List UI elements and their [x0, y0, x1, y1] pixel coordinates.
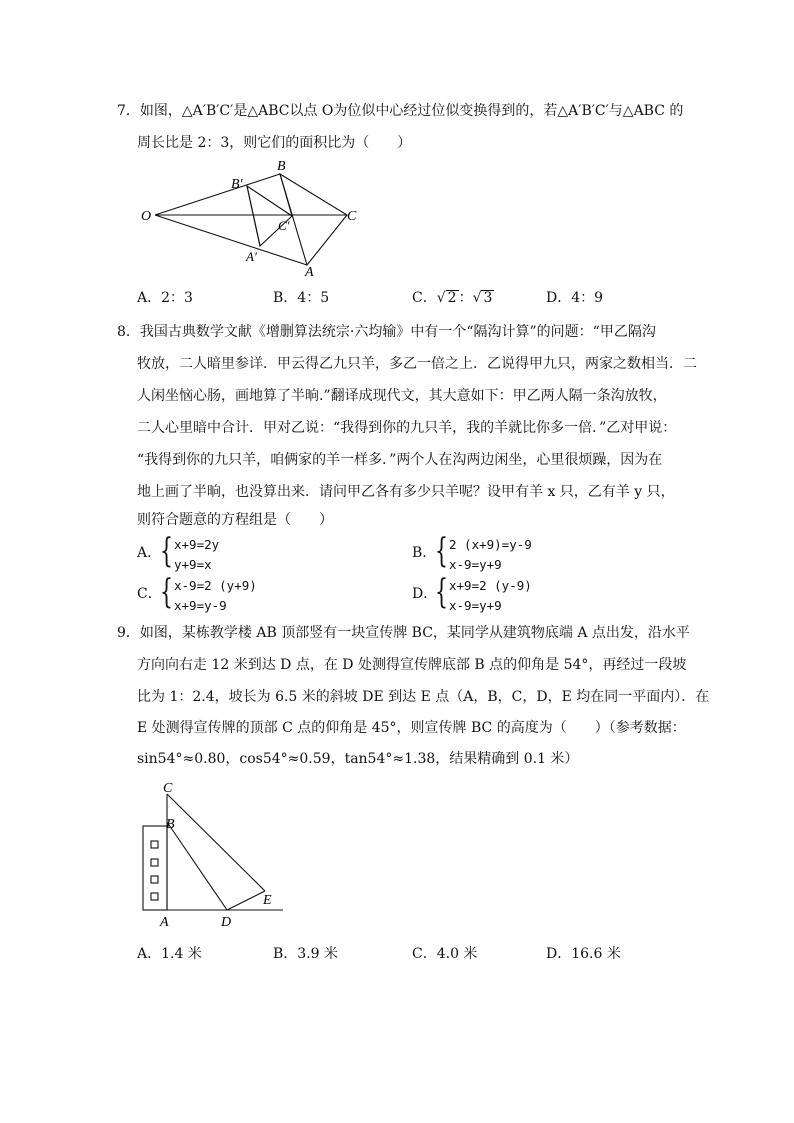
q8-option-a-eq2: y+9=x: [174, 557, 212, 572]
q9-stem-line-4: E 处测得宣传牌的顶部 C 点的仰角是 45°，则宣传牌 BC 的高度为（ ）（参考数据：: [137, 720, 686, 736]
q9-segment-ec: [167, 794, 265, 891]
q9-option-a: A．1.4 米: [137, 946, 202, 962]
brace-icon: {: [435, 572, 448, 612]
q9-label-d: D: [221, 915, 232, 930]
q9-label-a: A: [160, 915, 169, 930]
q9-option-b: B．3.9 米: [273, 946, 339, 962]
q9-building: [143, 826, 167, 910]
q9-figure: [135, 780, 295, 930]
q7-label-c1: C′: [278, 218, 290, 233]
q8-option-d-label: D．: [412, 586, 438, 602]
q8-option-c-eq1: x-9=2 (y+9): [174, 578, 257, 593]
q9-window: [151, 859, 158, 866]
q7-seg-b1a1: [247, 186, 260, 246]
q9-option-d: D．16.6 米: [546, 946, 621, 962]
q8-stem-line-1: 8．我国古典数学文献《增删算法统宗·六均输》中有一个“隔沟计算”的问题：“甲乙隔沟: [117, 324, 656, 340]
q8-stem-line-3: 人闲坐恼心肠，画地算了半晌.”翻译成现代文，其大意如下：甲乙两人隔一条沟放牧，: [137, 388, 667, 404]
q7-stem-line-2: 周长比是 2：3，则它们的面积比为（ ）: [137, 135, 412, 151]
q7-option-c-colon: ：: [458, 290, 473, 306]
q7-ray-ob: [155, 174, 280, 215]
q8-option-b-eq2: x-9=y+9: [449, 557, 502, 572]
q7-option-b: B．4：5: [273, 290, 330, 306]
q8-option-a-system: [160, 533, 280, 577]
q9-label-c: C: [163, 781, 173, 796]
q8-option-c-eq2: x+9=y-9: [174, 598, 227, 613]
q8-stem-line-6: 地上画了半晌，也没算出来．请问甲乙各有多少只羊呢？设甲有羊 x 只，乙有羊 y 只，: [137, 484, 675, 500]
brace-icon: {: [160, 572, 173, 612]
q8-stem-line-7: 则符合题意的方程组是（ ）: [137, 512, 333, 528]
q9-slope-de: [227, 891, 265, 910]
q7-label-a: A: [305, 265, 314, 280]
q8-option-b-system: [435, 533, 585, 577]
q7-stem-line-1: 7．如图，△A′B′C′是△ABC以点 O为位似中心经过位似变换得到的，若△A′B′C′与△ABC 的: [117, 103, 684, 119]
q9-stem-line-1: 9．如图，某栋教学楼 AB 顶部竖有一块宣传牌 BC，某同学从建筑物底端 A 点出发，沿水平: [117, 625, 690, 641]
q7-label-b1: B′: [231, 177, 243, 192]
brace-icon: {: [435, 531, 448, 571]
q9-window: [151, 876, 158, 883]
q8-stem-line-2: 牧放，二人暗里参详．甲云得乙九只羊，多乙一倍之上．乙说得甲九只，两家之数相当．二: [137, 356, 697, 372]
q7-option-c-label: C．: [412, 290, 437, 306]
q8-option-a-label: A．: [137, 545, 162, 561]
q7-label-b: B: [277, 160, 286, 174]
sqrt-icon: √: [436, 290, 446, 306]
q8-option-a-eq1: x+9=2y: [174, 537, 220, 552]
q7-option-a: A．2：3: [137, 290, 193, 306]
q8-option-d-system: [435, 574, 585, 618]
q7-label-c: C: [347, 209, 357, 224]
brace-icon: {: [160, 531, 173, 571]
q8-option-b-label: B．: [412, 545, 437, 561]
q7-triangle-abc: [280, 174, 347, 265]
q8-option-d-eq1: x+9=2 (y-9): [449, 578, 532, 593]
q8-stem-line-4: 二人心里暗中合计．甲对乙说：“我得到你的九只羊，我的羊就比你多一倍．”乙对甲说：: [137, 420, 677, 436]
q9-stem-line-5: sin54°≈0.80，cos54°≈0.59，tan54°≈1.38，结果精确到 0.1 米）: [137, 751, 579, 767]
q9-option-c: C．4.0 米: [412, 946, 478, 962]
q7-figure: [135, 160, 365, 280]
q8-option-b-eq1: 2 (x+9)=y-9: [449, 537, 532, 552]
q8-option-c-system: [160, 574, 310, 618]
q9-stem-line-2: 方向向右走 12 米到达 D 点，在 D 处测得宣传牌底部 B 点的仰角是 54°，再经过一段坡: [137, 657, 687, 673]
q8-stem-line-5: “我得到你的九只羊，咱俩家的羊一样多．”两个人在沟两边闲坐，心里很烦躁，因为在: [137, 452, 663, 468]
sqrt-icon: √: [472, 290, 482, 306]
q9-window: [151, 893, 158, 900]
q8-option-d-eq2: x-9=y+9: [449, 598, 502, 613]
q7-label-o: O: [141, 209, 152, 224]
q9-label-e: E: [263, 893, 272, 908]
q7-option-d: D．4：9: [546, 290, 604, 306]
q7-option-c-radicand-2: 3: [483, 290, 493, 306]
q9-stem-line-3: 比为 1：2.4，坡长为 6.5 米的斜坡 DE 到达 E 点（A，B，C，D，E 均在同一平面内）．在: [137, 689, 710, 705]
q7-option-c-radicand-1: 2: [447, 290, 457, 306]
q9-label-b: B: [166, 817, 175, 832]
q7-option-c: [412, 288, 494, 308]
q9-window: [151, 841, 158, 848]
q8-option-c-label: C．: [137, 586, 162, 602]
q9-segment-db: [167, 822, 227, 910]
q7-label-a1: A′: [246, 249, 257, 264]
